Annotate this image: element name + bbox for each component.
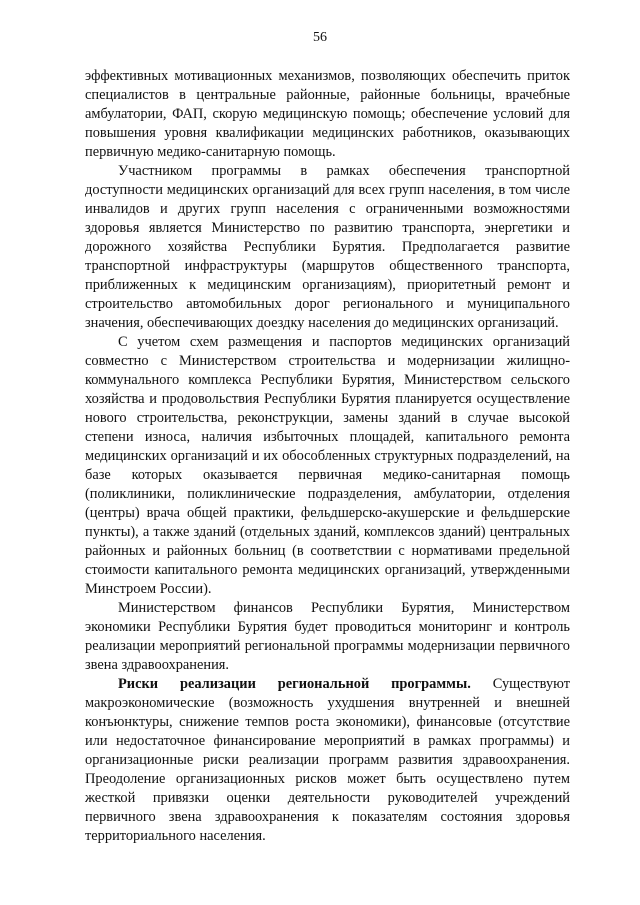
- paragraph-construction-plan: С учетом схем размещения и паспортов медицинских организаций совместно с Министерством строительства и модернизации жилищно-коммунального комплекса Республики Бурятия, Министерством сельского хозяйства и продовольствия Республики Бурятия планируется осуществление нового строительства, реконструкции, замены зданий в случае высокой степени износа, наличия избыточных площадей, капитального ремонта медицинских организаций и их обособленных структурных подразделений, на базе которых оказывается первичная медико-санитарная помощь (поликлиники, поликлинические подразделения, амбулатории, отделения (центры) врача общей практики, фельдшерско-акушерские и фельдшерские пункты), а также зданий (отдельных зданий, комплексов зданий) центральных районных и районных больниц (в соответствии с нормативами предельной стоимости капитального ремонта медицинских организаций, утвержденными Минстроем России).: [85, 334, 570, 597]
- paragraph-transport-accessibility: Участником программы в рамках обеспечения транспортной доступности медицинских организаций для всех групп населения, в том числе инвалидов и других групп населения с ограниченными возможностями здоровья является Министерство по развитию транспорта, энергетики и дорожного хозяйства Республики Бурятия. Предполагается развитие транспортной инфраструктуры (маршрутов общественного транспорта, приближенных к медицинским организациям), приоритетный ремонт и строительство автомобильных дорог регионального и муниципального значения, обеспечивающих доездку населения до медицинских организаций.: [85, 163, 570, 331]
- risks-text: Существуют макроэкономические (возможность ухудшения внутренней и внешней конъюнктуры, снижение темпов роста экономики), финансовые (отсутствие или недостаточное финансирование мероприятий в рамках программы) и организационные риски реализации программ развития здравоохранения. Преодоление организационных рисков может быть осуществлено путем жесткой привязки оценки деятельности руководителей учреждений первичного звена здравоохранения к показателям состояния здоровья территориального населения.: [85, 676, 570, 844]
- paragraph-continuation: эффективных мотивационных механизмов, позволяющих обеспечить приток специалистов в центральные районные, районные больницы, врачебные амбулатории, ФАП, скорую медицинскую помощь; обеспечение условий для повышения уровня квалификации медицинских работников, оказывающих первичную медико-санитарную помощь.: [85, 68, 570, 160]
- document-body: [85, 67, 570, 846]
- risks-heading: Риски реализации региональной программы.: [118, 676, 471, 692]
- page-number: 56: [313, 30, 327, 45]
- paragraph-risks: [85, 675, 570, 846]
- paragraph-monitoring: Министерством финансов Республики Бурятия, Министерством экономики Республики Бурятия будет проводиться мониторинг и контроль реализации мероприятий региональной программы модернизации первичного звена здравоохранения.: [85, 600, 570, 673]
